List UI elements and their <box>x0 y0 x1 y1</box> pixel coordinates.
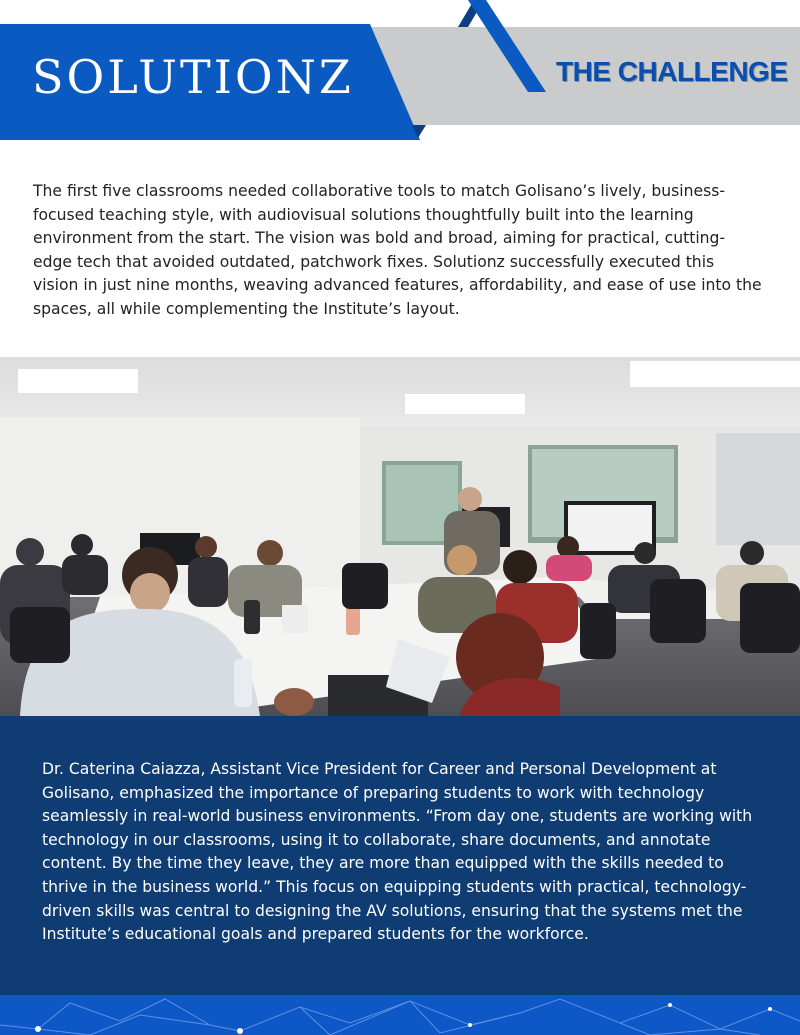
quote-paragraph: Dr. Caterina Caiazza, Assistant Vice President for Career and Personal Development at Golisano, emphasized the importance of preparing students to work with technology seamlessly in real-world business environments. “From day one, students are working with technology in our classrooms, using it to collaborate, share documents, and annotate content. By the time they leave, they are more than equipped with the skills needed to thrive in the business world.” This focus on equipping students with practical, technology-driven skills was central to designing the AV solutions, ensuring that the systems met the Institute’s educational goals and prepared students for the workforce. <box>42 760 753 944</box>
classroom-photo <box>0 357 800 716</box>
solutionz-logo: SOLUTIONZ <box>32 50 354 104</box>
intro-paragraph: The first five classrooms needed collaborative tools to match Golisano’s lively, business-focused teaching style, with audiovisual solutions thoughtfully built into the learning environment from the start. The vision was bold and broad, aiming for practical, cutting-edge tech that avoided outdated, patchwork fixes. Solutionz successfully executed this vision in just nine months, weaving advanced features, affordability, and ease of use into the spaces, all while complementing the Institute’s layout. <box>33 182 762 318</box>
footer-band <box>0 995 800 1035</box>
network-pattern-icon <box>0 995 800 1035</box>
classroom-illustration <box>0 357 800 716</box>
page-header <box>0 0 800 140</box>
page-title: THE CHALLENGE <box>556 56 788 87</box>
